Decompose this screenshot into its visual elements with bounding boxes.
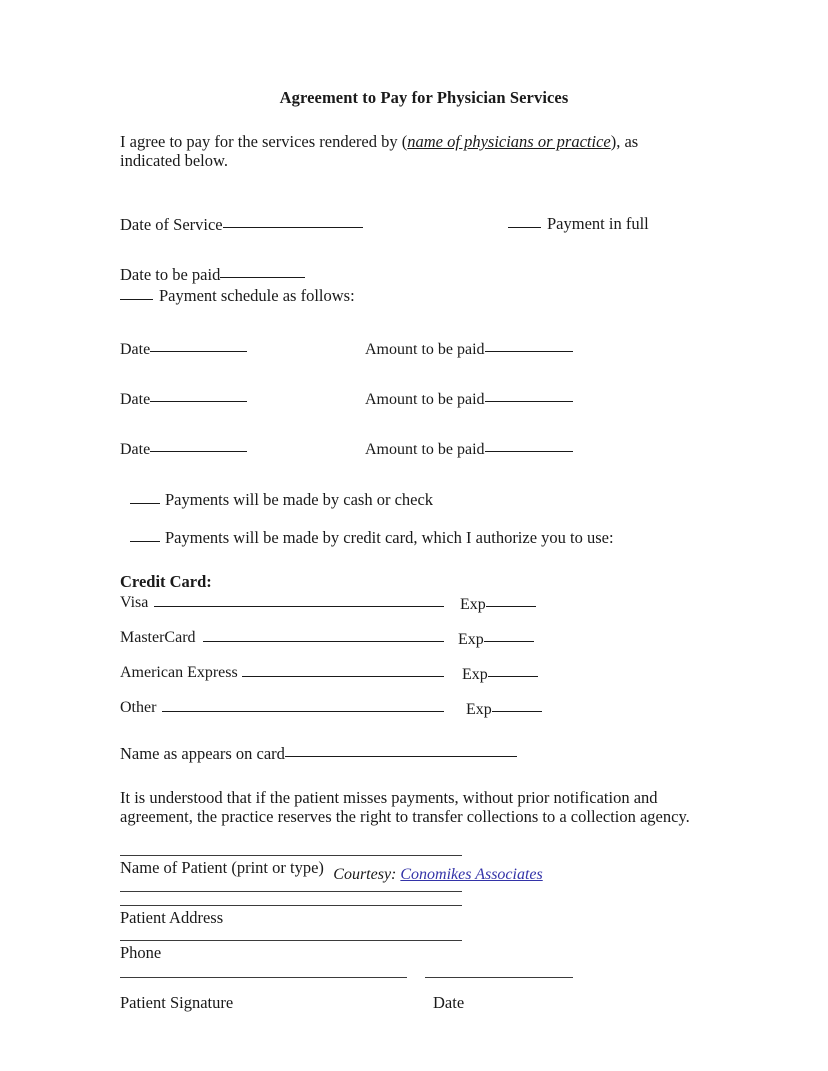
credit-card-row	[120, 629, 700, 651]
name-on-card-label: Name as appears on card	[120, 743, 285, 763]
date-of-service-field[interactable]	[223, 215, 363, 228]
credit-card-row	[120, 664, 700, 686]
payment-in-full-label: Payment in full	[547, 213, 649, 233]
conomikes-associates-link[interactable]: Conomikes Associates	[400, 866, 543, 883]
credit-card-row	[120, 594, 700, 616]
credit-card-row	[120, 699, 700, 721]
schedule-amount-label: Amount to be paid	[365, 440, 485, 458]
name-of-patient-label: Name of Patient (print or type)	[120, 857, 324, 877]
patient-signature-label: Patient Signature	[120, 993, 234, 1013]
intro-paragraph	[120, 132, 700, 171]
page-title: Agreement to Pay for Physician Services	[279, 88, 569, 107]
schedule-amount-cell	[365, 389, 573, 409]
payment-schedule-row[interactable]	[120, 287, 700, 309]
card-type-label: American Express	[120, 663, 238, 681]
card-exp-field[interactable]	[486, 594, 536, 607]
card-exp-label: Exp	[460, 595, 486, 613]
courtesy-label: Courtesy:	[333, 866, 397, 883]
payment-schedule-checkbox[interactable]	[120, 288, 153, 300]
schedule-date-label: Date	[120, 390, 151, 408]
schedule-amount-cell	[365, 439, 573, 459]
signature-date-label: Date	[433, 993, 465, 1013]
schedule-date-cell	[120, 389, 247, 409]
schedule-date-label: Date	[120, 340, 151, 358]
credit-card-rows-group	[120, 594, 700, 721]
payment-method-cash-option[interactable]	[120, 491, 700, 513]
footer-credit	[120, 866, 728, 884]
card-type-label: Other	[120, 698, 157, 716]
card-number-field[interactable]	[242, 664, 444, 677]
card-exp-label: Exp	[458, 630, 484, 648]
card-exp-cell	[458, 629, 534, 649]
phone-label: Phone	[120, 943, 162, 963]
intro-emphasis-placeholder: name of physicians or practice	[407, 132, 611, 151]
schedule-date-field[interactable]	[150, 389, 247, 402]
phone-field[interactable]	[120, 940, 462, 941]
date-of-service-row	[120, 215, 700, 237]
card-type-label: MasterCard	[120, 628, 196, 646]
intro-text-before: I agree to pay for the services rendered by (	[120, 132, 408, 151]
payment-method-card-option[interactable]	[120, 529, 700, 551]
schedule-date-cell	[120, 339, 247, 359]
schedule-date-field[interactable]	[150, 439, 247, 452]
schedule-amount-field[interactable]	[485, 389, 573, 402]
credit-card-heading-label: Credit Card:	[120, 571, 212, 591]
payment-method-card-label: Payments will be made by credit card, which I authorize you to use:	[165, 527, 614, 547]
schedule-rows-group	[120, 339, 700, 461]
table-row	[120, 439, 700, 461]
payment-schedule-label: Payment schedule as follows:	[159, 285, 355, 305]
signature-date-labels	[120, 993, 700, 1015]
card-type-label: Visa	[120, 593, 149, 611]
card-exp-field[interactable]	[484, 629, 534, 642]
patient-address-field-line1[interactable]	[120, 891, 462, 892]
name-of-patient-field[interactable]	[120, 855, 462, 856]
schedule-amount-cell	[365, 339, 573, 359]
schedule-amount-label: Amount to be paid	[365, 340, 485, 358]
payment-in-full-option[interactable]	[508, 215, 649, 234]
name-on-card-field[interactable]	[285, 744, 517, 757]
date-of-service-label: Date of Service	[120, 214, 223, 234]
schedule-date-field[interactable]	[150, 339, 247, 352]
card-exp-field[interactable]	[492, 699, 542, 712]
table-row	[120, 339, 700, 361]
card-exp-cell	[460, 594, 536, 614]
payment-in-full-checkbox[interactable]	[508, 216, 541, 228]
terms-paragraph: It is understood that if the patient misses payments, without prior notification and agreement, the practice reserves the right to transfer collections to a collection agency.	[120, 787, 690, 827]
card-number-field[interactable]	[154, 594, 444, 607]
card-exp-cell	[466, 699, 542, 719]
payment-method-cash-checkbox[interactable]	[130, 492, 160, 504]
card-exp-cell	[462, 664, 538, 684]
schedule-date-label: Date	[120, 440, 151, 458]
date-to-be-paid-row	[120, 265, 700, 287]
schedule-amount-field[interactable]	[485, 439, 573, 452]
schedule-amount-label: Amount to be paid	[365, 390, 485, 408]
date-to-be-paid-label: Date to be paid	[120, 264, 221, 284]
name-on-card-row	[120, 744, 700, 766]
payment-method-cash-label: Payments will be made by cash or check	[165, 489, 434, 509]
intro-text-after: ), as indicated below.	[120, 132, 639, 171]
date-to-be-paid-field[interactable]	[220, 265, 305, 278]
credit-card-heading	[120, 573, 700, 594]
signature-date-field[interactable]	[425, 977, 573, 978]
patient-signature-field[interactable]	[120, 977, 407, 978]
card-number-field[interactable]	[162, 699, 444, 712]
patient-address-field-line2[interactable]	[120, 905, 462, 906]
card-exp-field[interactable]	[488, 664, 538, 677]
patient-address-label: Patient Address	[120, 907, 224, 927]
card-exp-label: Exp	[462, 665, 488, 683]
schedule-date-cell	[120, 439, 247, 459]
table-row	[120, 389, 700, 411]
schedule-amount-field[interactable]	[485, 339, 573, 352]
payment-method-card-checkbox[interactable]	[130, 530, 160, 542]
card-exp-label: Exp	[466, 700, 492, 718]
card-number-field[interactable]	[203, 629, 444, 642]
